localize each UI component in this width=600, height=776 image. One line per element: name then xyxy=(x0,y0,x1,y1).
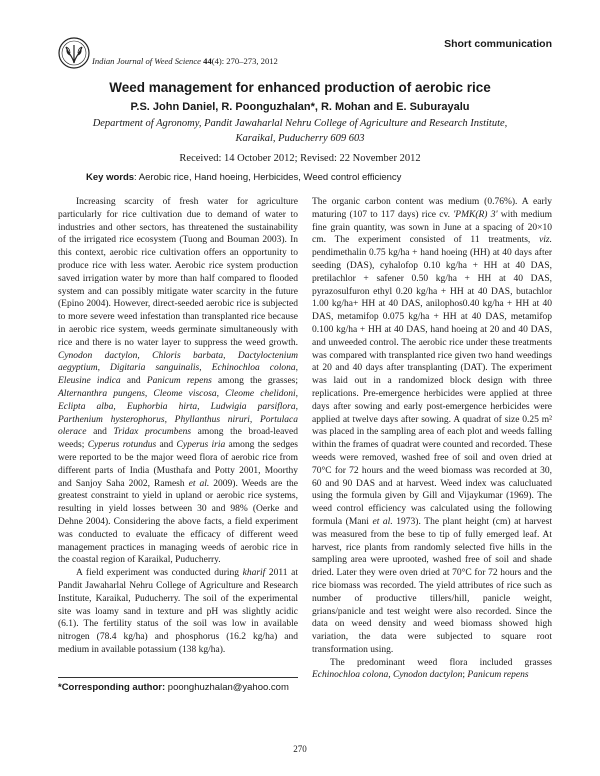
affiliation-line-1: Department of Agronomy, Pandit Jawaharlal Nehru College of Agriculture and Research Institute, xyxy=(92,118,508,129)
journal-citation xyxy=(92,56,278,66)
article-dates: Received: 14 October 2012; Revised: 22 November 2012 xyxy=(179,153,421,164)
journal-logo xyxy=(58,37,90,69)
article-authors: P.S. John Daniel, R. Poonguzhalan*, R. Mohan and E. Suburayalu xyxy=(130,101,470,113)
article-affiliation xyxy=(60,116,540,146)
paragraph: A field experiment was conducted during kharif 2011 at Pandit Jawaharlal Nehru College of Agriculture and Research Institute, Karaikal, Puducherry. The soil of the experimental site was loamy sand in texture and pH was slightly acidic (6.1). The fertility status of the soil was low in available nitrogen (78.4 kg/ha) and phosphorus (16.2 kg/ha) and medium in available potassium (138 kg/ha). xyxy=(58,568,298,655)
paragraph: The predominant weed flora included grasses Echinochloa colona, Cynodon dactylon; Panicum repens xyxy=(312,657,552,681)
paragraph: Increasing scarcity of fresh water for agriculture particularly for rice cultivation due to demand of water to industries and other sectors, has threatened the sustainability of the irrigated rice ecosystem (Tuong and Bouman 2003). In this context, aerobic rice cultivation offers an opportunity to produce rice with less water. Aerobic rice system production saved irrigation water by more than half compared to flooded system and can possibly mitigate water scarcity in the future (Epino 2004). However, direct-seeded aerobic rice is subjected to more severe weed infestation than transplanted rice because in aerobic rice system, weeds germinate simultaneously with rice and there is no water layer to suppress the weed growth. Cynodon dactylon, Chloris barbata, Dactyloctenium aegyptium, Digitaria sanguinalis, Echinochloa colona, Eleusine indica and Panicum repens among the grasses; Alternanthra pungens, Cleome viscosa, Cleome chelidoni, Eclipta alba, Euphorbia hirta, Ludwigia parsiflora, Parthenium hysterophorus, Phyllanthus niruri, Portulaca olerace and Tridax procumbens among the broad-leaved weeds; Cyperus rotundus and Cyperus iria among the sedges were reported to be the major weed flora of aerobic rice from different parts of India (Musthafa and Potty 2001, Moorthy and Sanjoy Saha 2002, Ramesh et al. 2009). Weeds are the greatest constraint to yield in upland or aerobic rice systems, resulting in yield losses between 30 and 98% (Oerke and Dehne 2004). Considering the above facts, a field experiment was conducted to evaluate the efficacy of different weed management practices in managing weeds of aerobic rice in the coastal region of Karaikal, Puducherry. xyxy=(58,197,299,566)
footnote-divider xyxy=(58,677,298,678)
corresponding-author-label: *Corresponding author: xyxy=(58,682,166,693)
corresponding-author-email[interactable]: poonghuzhalan@yahoo.com xyxy=(165,682,289,693)
affiliation-line-2: Karaikal, Puducherry 609 603 xyxy=(235,133,365,144)
body-right-column xyxy=(312,196,552,682)
body-left-column xyxy=(58,196,298,657)
paragraph: The organic carbon content was medium (0.76%). A early maturing (107 to 117 days) rice cv. 'PMK(R) 3' with medium fine grain quantity, was sown in June at a spacing of 20×10 cm. The experiment consisted of 11 treatments, viz. pendimethalin 0.75 kg/ha + hand hoeing (HH) at 40 days after seeding (DAS), cyhalofop 0.10 kg/ha + HH at 40 DAS, pretilachlor + safener 0.50 kg/ha + HH at 40 DAS, pyrazosulfuron ethyl 0.20 kg/ha + HH at 40 DAS, butachlor 1.00 kg/ha+ HH at 40 DAS, anilophos0.40 kg/ha + HH at 40 DAS, metamifop 0.075 kg/ha + HH at 40 DAS, metamifop 0.100 kg/ha + HH at 40 DAS, hand hoeing at 20 and 40 DAS, and unweeded control. The aerobic rice under these treatments was compared with transplanted rice given two hand weedings at 20 and 40 days after transplanting (DAT). The experiment was laid out in a randomized block design with three replications. Pre-emergence herbicides were applied at three days after sowing and early post-emergence herbicides were applied at twelve days after sowing. A quadrat of size 0.25 m² was placed in the sampling area of each plot and weeds falling within the frames of quadrat were counted and recorded. These weeds were removed, washed free of soil and oven dried at 70°C for 72 hours and the weed biomass was recorded at 30, 60 and 90 DAS and at harvest. Weed index was calucluated using the formula given by Gill and Vijaykumar (1969). The weed control efficiency was calculated using the following formula (Mani et al. 1973). The plant height (cm) at harvest was measured from the bese to tip of fully emerged leaf. At harvest, rice plants from randomly selected five hills in the sampling area were uprooted, washed free of soil and shade dried. Later they were oven dried at 70°C for 72 hours and the rice biomass was recorded. The yield attributes of rice such as number of productive tillers/hill, panicle weight, grians/panicle and test weight were also recorded. Since the data on weed density and weed biomass showed high variation, the data were subjected to square root transformation using. xyxy=(312,197,552,655)
article-title: Weed management for enhanced production of aerobic rice xyxy=(109,80,491,95)
journal-issue-pages: (4): 270–273, 2012 xyxy=(211,56,278,66)
journal-volume: 44 xyxy=(203,56,212,66)
page-number: 270 xyxy=(293,744,307,754)
keywords-list: : Aerobic rice, Hand hoeing, Herbicides, Weed control efficiency xyxy=(134,172,402,183)
keywords-label: Key words xyxy=(86,172,135,183)
journal-name: Indian Journal of Weed Science xyxy=(92,56,201,66)
section-label: Short communication xyxy=(444,38,552,50)
keywords xyxy=(86,172,401,183)
corresponding-author xyxy=(58,682,289,693)
